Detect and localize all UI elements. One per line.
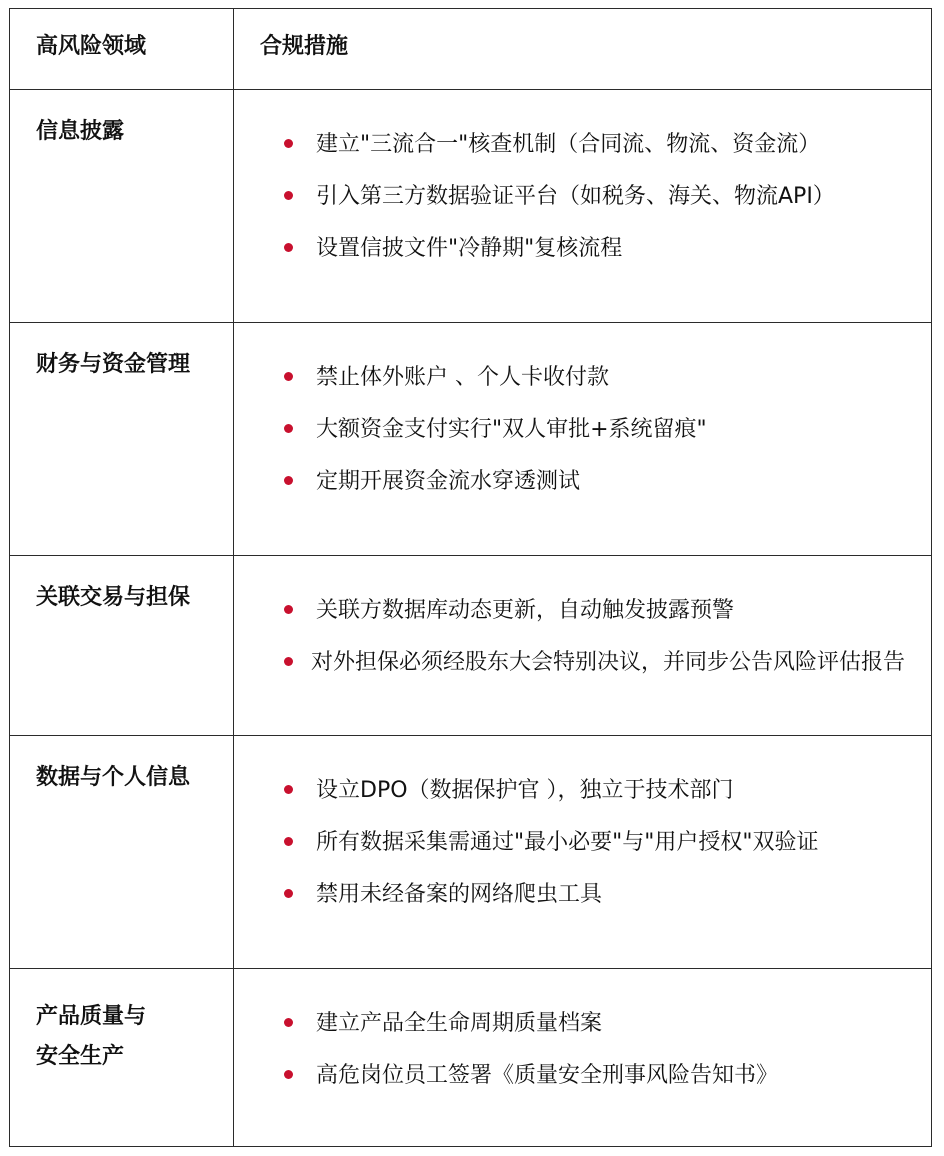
- bullet-icon: [284, 657, 293, 666]
- compliance-table: [9, 8, 932, 1147]
- bullet-icon: [284, 476, 293, 485]
- bullet-icon: [284, 424, 293, 433]
- table-row-related-party: [10, 555, 931, 735]
- table-header-row: [10, 9, 931, 89]
- domain-cell: 数据与个人信息: [10, 736, 234, 968]
- bullet-icon: [284, 372, 293, 381]
- list-item: 高危岗位员工签署《质量安全刑事风险告知书》: [282, 1060, 919, 1091]
- list-item: 禁止体外账户 、个人卡收付款: [282, 362, 919, 393]
- list-item: 设立DPO（数据保护官 ），独立于技术部门: [282, 775, 919, 806]
- bullet-icon: [284, 785, 293, 794]
- table-row-data-privacy: [10, 735, 931, 968]
- measures-cell: [234, 90, 931, 322]
- domain-line: 产品质量与: [36, 1004, 147, 1029]
- bullet-icon: [284, 1070, 293, 1079]
- bullet-icon: [284, 191, 293, 200]
- list-item: 建立"三流合一"核查机制（合同流、物流、资金流）: [282, 129, 919, 160]
- domain-cell: 信息披露: [10, 90, 234, 322]
- list-item: 关联方数据库动态更新，自动触发披露预警: [282, 595, 919, 626]
- domain-cell: [10, 969, 234, 1146]
- bullet-icon: [284, 139, 293, 148]
- domain-cell: 财务与资金管理: [10, 323, 234, 555]
- measures-cell: [234, 969, 931, 1146]
- bullet-icon: [284, 837, 293, 846]
- header-domain: 高风险领域: [10, 9, 234, 89]
- list-item: 建立产品全生命周期质量档案: [282, 1008, 919, 1039]
- measures-cell: [234, 736, 931, 968]
- list-item: 大额资金支付实行"双人审批+系统留痕": [282, 414, 919, 445]
- bullet-icon: [284, 889, 293, 898]
- list-item: 对外担保必须经股东大会特别决议，并同步公告风险评估报告: [282, 647, 919, 678]
- bullet-icon: [284, 1018, 293, 1027]
- measures-cell: [234, 556, 931, 735]
- domain-line: 安全生产: [36, 1044, 125, 1069]
- list-item: 引入第三方数据验证平台（如税务、海关、物流API）: [282, 181, 919, 212]
- bullet-icon: [284, 605, 293, 614]
- list-item: 定期开展资金流水穿透测试: [282, 466, 919, 497]
- list-item: 所有数据采集需通过"最小必要"与"用户授权"双验证: [282, 827, 919, 858]
- measures-cell: [234, 323, 931, 555]
- header-measures: 合规措施: [260, 34, 349, 59]
- table-row-finance: [10, 322, 931, 555]
- list-item: 设置信披文件"冷静期"复核流程: [282, 233, 919, 264]
- table-row-info-disclosure: [10, 89, 931, 322]
- bullet-icon: [284, 243, 293, 252]
- list-item: 禁用未经备案的网络爬虫工具: [282, 879, 919, 910]
- table-row-product-safety: [10, 968, 931, 1146]
- domain-cell: 关联交易与担保: [10, 556, 234, 735]
